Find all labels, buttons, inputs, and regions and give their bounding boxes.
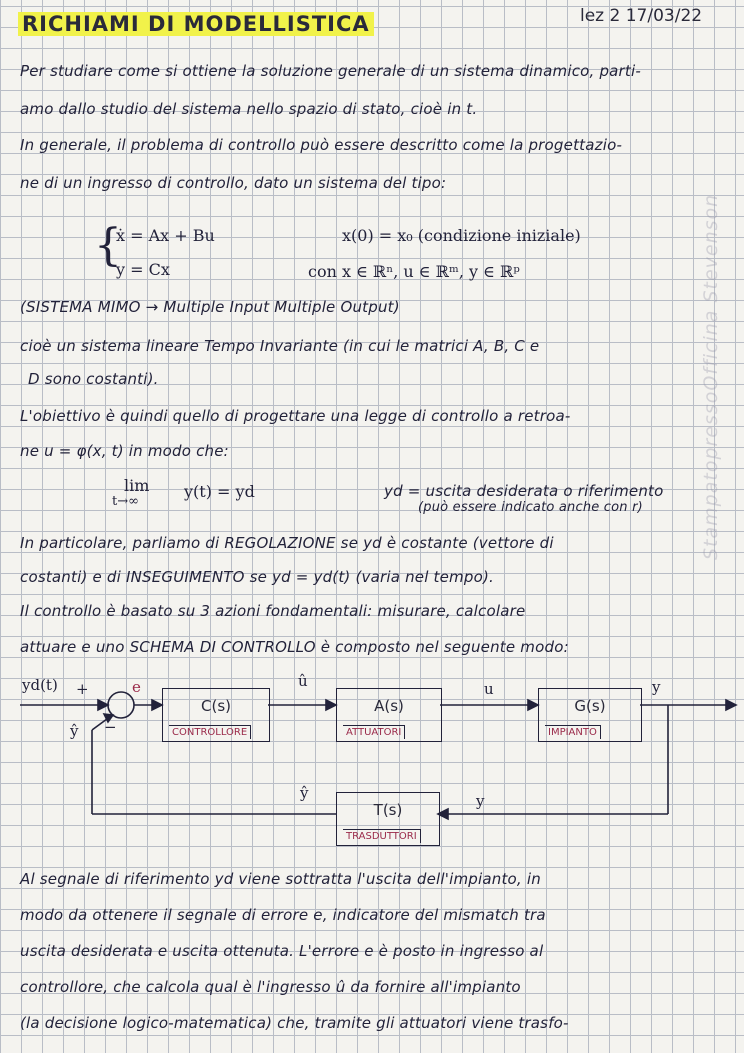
transducer-tf: T(s) (373, 801, 403, 819)
text-line: ne u = φ(x, t) in modo che: (20, 442, 229, 460)
plus-sign: + (76, 680, 89, 698)
control-signal: û (298, 672, 308, 690)
measured-signal: ŷ (300, 784, 309, 802)
text-line: (la decisione logico-matematica) che, tramite gli attuatori viene trasfo- (20, 1014, 569, 1032)
transducer-label: TRASDUTTORI (343, 829, 421, 843)
page-title: RICHIAMI DI MODELLISTICA (18, 12, 374, 36)
controller-label: CONTROLLORE (169, 725, 251, 739)
text-line: controllore, che calcola qual è l'ingresso û da fornire all'impianto (20, 978, 521, 996)
plant-label: IMPIANTO (545, 725, 601, 739)
transducer-block (336, 792, 440, 846)
text-line: attuare e uno SCHEMA DI CONTROLLO è composto nel seguente modo: (20, 638, 569, 656)
text-line: ne di un ingresso di controllo, dato un sistema del tipo: (20, 174, 447, 192)
plant-tf: G(s) (574, 697, 606, 715)
text-line: Al segnale di riferimento yd viene sottratta l'uscita dell'impianto, in (20, 870, 541, 888)
output-equation: y = Cx (116, 260, 170, 279)
actuator-label: ATTUATORI (343, 725, 405, 739)
controller-block (162, 688, 270, 742)
limit-subscript: t→∞ (112, 494, 139, 509)
return-signal: y (476, 792, 485, 810)
text-line: costanti) e di INSEGUIMENTO se yd = yd(t) (varia nel tempo). (20, 568, 494, 586)
arrow-icon (528, 700, 538, 710)
text-line: uscita desiderata e uscita ottenuta. L'errore e è posto in ingresso al (20, 942, 544, 960)
minus-sign: − (104, 718, 117, 736)
lecture-date: lez 2 17/03/22 (580, 6, 703, 26)
state-equation: ẋ = Ax + Bu (116, 226, 215, 245)
arrow-icon (98, 700, 108, 710)
text-line: In generale, il problema di controllo può essere descritto come la progettazio- (20, 136, 623, 154)
feedback-signal: ŷ (70, 722, 79, 740)
text-line: Il controllo è basato su 3 azioni fondamentali: misurare, calcolare (20, 602, 526, 620)
text-line: L'obiettivo è quindi quello di progettare una legge di controllo a retroa- (20, 407, 571, 425)
yd-note: (può essere indicato anche con r) (418, 500, 643, 515)
actuator-block (336, 688, 442, 742)
text-line: (SISTEMA MIMO → Multiple Input Multiple Output) (20, 298, 400, 316)
dimensions: con x ∈ ℝⁿ, u ∈ ℝᵐ, y ∈ ℝᵖ (308, 262, 520, 281)
limit-symbol: lim (124, 476, 150, 495)
controller-tf: C(s) (201, 697, 231, 715)
yd-definition: yd = uscita desiderata o riferimento (384, 482, 664, 500)
text-line: D sono costanti). (28, 370, 159, 388)
arrow-icon (326, 700, 336, 710)
actuated-signal: u (484, 680, 494, 698)
text-line: Per studiare come si ottiene la soluzione generale di un sistema dinamico, parti- (20, 62, 641, 80)
output-signal: y (652, 678, 661, 696)
arrow-icon (152, 700, 162, 710)
text-line: cioè un sistema lineare Tempo Invariante (in cui le matrici A, B, C e (20, 337, 540, 355)
arrow-icon (726, 700, 736, 710)
reference-signal: yd(t) (22, 676, 58, 694)
error-signal: e (132, 678, 141, 696)
actuator-tf: A(s) (374, 697, 404, 715)
text-line: In particolare, parliamo di REGOLAZIONE se yd è costante (vettore di (20, 534, 554, 552)
text-line: amo dallo studio del sistema nello spazio di stato, cioè in t. (20, 100, 478, 118)
system-brace: { (94, 220, 122, 271)
plant-block (538, 688, 642, 742)
text-line: modo da ottenere il segnale di errore e, indicatore del mismatch tra (20, 906, 546, 924)
initial-condition: x(0) = x₀ (condizione iniziale) (342, 226, 581, 245)
watermark: StampatopressoOfficina Stevenson (700, 193, 722, 560)
limit-expression: y(t) = yd (184, 482, 255, 501)
